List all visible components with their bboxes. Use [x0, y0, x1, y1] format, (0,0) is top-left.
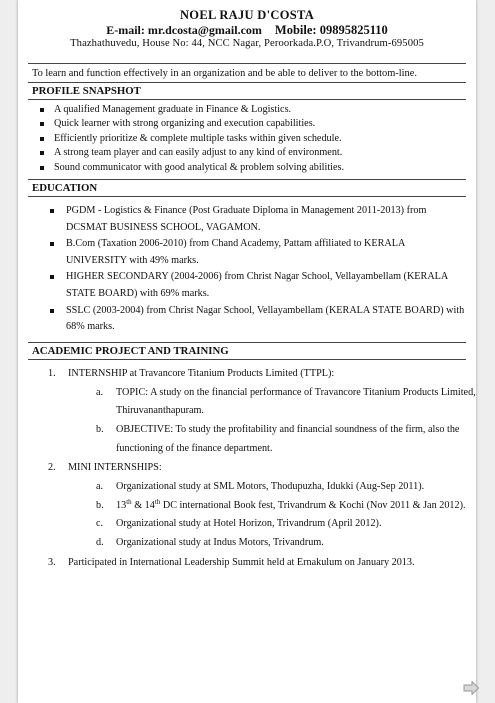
list-item: SSLC (2003-2004) from Christ Nagar School, Vellayambellam (KERALA STATE BOARD) with 68% marks. [66, 303, 466, 336]
mobile: Mobile: 09895825110 [274, 23, 388, 37]
profile-list [18, 100, 476, 179]
academic-list [18, 360, 476, 573]
academic-item-2: 2. MINI INTERNSHIPS: [48, 462, 162, 474]
list-item: A strong team player and can easily adjust to any kind of environment. [54, 146, 476, 160]
list-item: A qualified Management graduate in Finance & Logistics. [54, 103, 476, 117]
list-item: HIGHER SECONDARY (2004-2006) from Christ Nagar School, Vellayambellam (KERALA STATE BOARD) with 69% marks. [66, 269, 466, 302]
section-title-profile: PROFILE SNAPSHOT [28, 82, 466, 100]
sub-item: c. Organizational study at Hotel Horizon, Trivandrum (April 2012). [96, 518, 382, 530]
list-item: Sound communicator with good analytical & problem solving abilities. [54, 161, 476, 175]
section-title-academic: ACADEMIC PROJECT AND TRAINING [28, 342, 466, 360]
sub-item: d. Organizational study at Indus Motors, Trivandrum. [96, 536, 324, 548]
list-item: PGDM - Logistics & Finance (Post Graduate Diploma in Management 2011-2013) from DCSMAT BUSINESS SCHOOL, VAGAMON. [66, 203, 466, 236]
resume-header [18, 0, 476, 49]
academic-item-1: 1. INTERNSHIP at Travancore Titanium Products Limited (TTPL): [48, 367, 335, 379]
sub-item: a. TOPIC: A study on the financial performance of Travancore Titanium Products Limited, Thiruvananthapuram. [96, 386, 476, 417]
section-title-education: EDUCATION [28, 179, 466, 197]
sub-item: b. OBJECTIVE: To study the profitability and financial soundness of the firm, also the functioning of the finance department. [96, 423, 460, 454]
education-list [18, 197, 476, 342]
candidate-name: NOEL RAJU D'COSTA [179, 8, 315, 22]
address: Thazhathuvedu, House No: 44, NCC Nagar, Peroorkada.P.O, Trivandrum-695005 [70, 38, 424, 49]
list-item: Efficiently prioritize & complete multiple tasks within given schedule. [54, 132, 476, 146]
academic-item-1-subitems [48, 384, 476, 458]
contact-line [18, 23, 476, 38]
sub-item: b. 13th & 14th DC international Book fest, Trivandrum & Kochi (Nov 2011 & Jan 2012). [96, 497, 466, 511]
list-item: Quick learner with strong organizing and execution capabilities. [54, 117, 476, 131]
resume-page [18, 0, 476, 703]
academic-item-3: 3. Participated in International Leadership Summit held at Ernakulum on January 2013. [48, 556, 415, 568]
sub-item: a. Organizational study at SML Motors, Thodupuzha, Idukki (Aug-Sep 2011). [96, 481, 425, 493]
academic-item-2-subitems [48, 478, 476, 552]
list-item: B.Com (Taxation 2006-2010) from Chand Academy, Pattam affiliated to KERALA UNIVERSITY with 49% marks. [66, 236, 466, 269]
email: E-mail: mr.dcosta@gmail.com [106, 23, 262, 37]
next-arrow-icon[interactable] [463, 681, 479, 695]
career-objective: To learn and function effectively in an organization and be able to deliver to the bottom-line. [32, 68, 417, 79]
